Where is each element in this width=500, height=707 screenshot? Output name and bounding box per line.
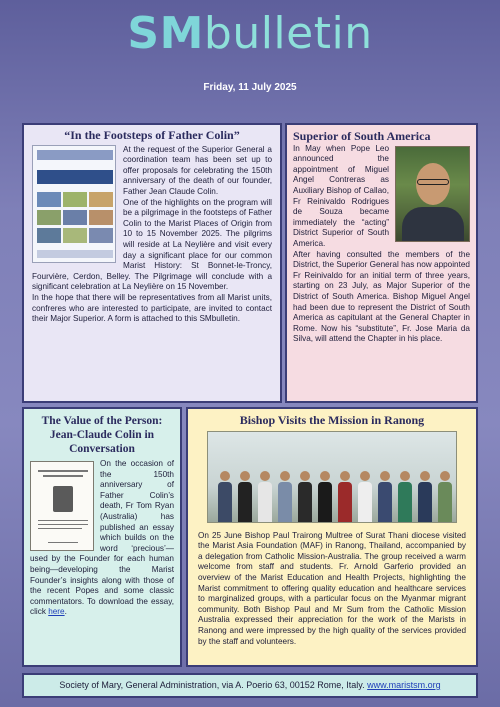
group-photo-icon bbox=[207, 431, 457, 523]
colin-p1: At the request of the Superior General a coordination team has been set up to offer proposals for celebrating the 150th anniversary of the death of our founder, Father Jean Claude Colin. bbox=[123, 144, 272, 196]
south-p1: In May when Pope Leo announced the appointment of Miguel Angel Contreras as Auxiliary Bishop of Callao, Fr Reinivaldo Rodrigues de Souza became immediately the “acting” District Superior of South America. bbox=[293, 143, 389, 248]
south-p2: After having consulted the members of the District, the Superior General has now appointed Fr Reinivaldo for an initial term of three years, starting on 23 July, as Major Superior of the District of South America. Bishop Miguel Angel had been due to represent the District of South America as capitulant at the General Chapter in Rome. Now his “substitute”, Fr. Jose Maria da Silva, will attend the Chapter in his place. bbox=[293, 249, 470, 344]
south-title: Superior of South America bbox=[293, 129, 431, 143]
superior-portrait-icon bbox=[395, 146, 470, 242]
bishop-text: On 25 June Bishop Paul Trairong Multree of Surat Thani diocese visited the Marist Asia Foundation (MAF) in Ranong, Thailand, accompanied by a delegation from Catholic Mission-Australia. The group received a warm welcome from staff and students. Fr. Arnold Garferio provided an overview of the Marist Education and Health Projects, highlighting the Marist commitment to offering quality education and healthcare services to marginalized groups, with a particular focus on the Myanmar migrant community. Both Bishop Paul and Mr Sum from the Catholic Mission Australia expressed their appreciation for the work of the Marists in Ranong and were impressed by the high quality of the services provided by the staff and volunteers. bbox=[198, 530, 466, 646]
value-text: On the occasion of the 150th anniversary of Father Colin’s death, Fr Tom Ryan (Australia) has published an essay which builds on the word ‘precious’—used by the Founder for each human being—developing the Marist Founder’s insights along with those of the recent Popes and some classic commentators. To download the essay, click here. bbox=[30, 459, 174, 617]
logo-bulletin: bulletin bbox=[203, 8, 373, 59]
masthead bbox=[0, 0, 500, 110]
pilgrimage-flyer-icon bbox=[32, 145, 116, 263]
value-article bbox=[22, 407, 182, 667]
south-article bbox=[285, 123, 478, 403]
colin-title: “In the Footsteps of Father Colin” bbox=[64, 128, 240, 142]
issue-date: Friday, 11 July 2025 bbox=[203, 82, 297, 93]
essay-cover-icon bbox=[30, 461, 94, 551]
logo bbox=[0, 8, 500, 60]
colin-p3: In the hope that there will be representatives from all Marist units, confreres who are interested to participate, are invited to contact their Major Superior. A form is attached to this SMbulletin. bbox=[32, 292, 272, 324]
essay-download-link[interactable]: here bbox=[48, 607, 65, 617]
value-title: The Value of the Person: Jean-Claude Colin in Conversation bbox=[41, 415, 163, 455]
website-link[interactable]: www.maristsm.org bbox=[367, 680, 441, 690]
bishop-title: Bishop Visits the Mission in Ranong bbox=[239, 413, 425, 427]
footer-address: Society of Mary, General Administration, via A. Poerio 63, 00152 Rome, Italy. bbox=[59, 680, 368, 690]
colin-p2: One of the highlights on the program will be a pilgrimage in the footsteps of Father Colin to the Marist Places of Origin from 10 to 15 November 2025. The pilgrims will reside at La Neylière and visit every day a significant place for our common Marist History: St Bonnet-le-Troncy, Fourvière, Cerdon, Belley. The Pilgrimage will conclude with a significant celebration at La Neylière on 15 November. bbox=[32, 197, 272, 292]
colin-article bbox=[22, 123, 282, 403]
footer bbox=[22, 673, 478, 698]
logo-sm: SM bbox=[127, 8, 204, 59]
bishop-article bbox=[186, 407, 478, 667]
